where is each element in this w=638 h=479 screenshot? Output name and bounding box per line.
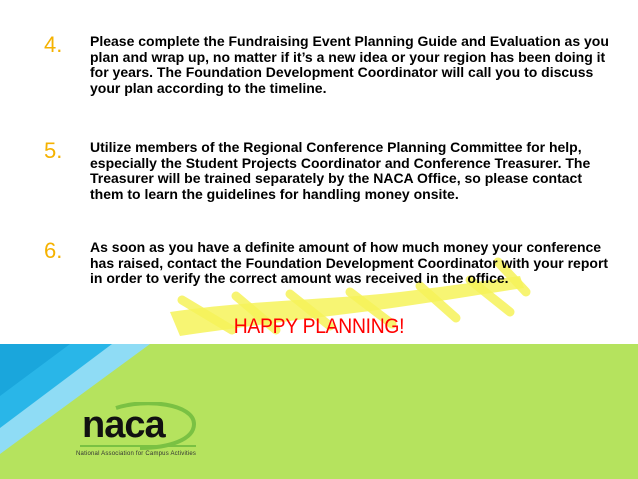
naca-logo <box>76 402 200 464</box>
logo-tagline: National Association for Campus Activities <box>76 451 197 457</box>
item-number: 6. <box>44 238 63 263</box>
item-number: 4. <box>44 32 63 57</box>
closing-heading: HAPPY PLANNING! <box>233 315 405 338</box>
item-text: Utilize members of the Regional Conference Planning Committee for help, especially the Student Projects Coordinator and Conference Treasurer. The Treasurer will be trained separately by the NACA Office, so please contact them to learn the guidelines for handling money onsite. <box>90 139 591 202</box>
item-text: As soon as you have a definite amount of how much money your conference has raised, contact the Foundation Development Coordinator with your report in order to verify the correct amount was received in the office. <box>90 239 609 287</box>
logo-wordmark: naca <box>82 404 165 446</box>
item-text: Please complete the Fundraising Event Planning Guide and Evaluation as you plan and wrap up, no matter if it’s a new idea or your region has been doing it for years. The Foundation Development Coordinator will call you to discuss your plan according to the timeline. <box>90 33 609 96</box>
item-number: 5. <box>44 138 63 163</box>
